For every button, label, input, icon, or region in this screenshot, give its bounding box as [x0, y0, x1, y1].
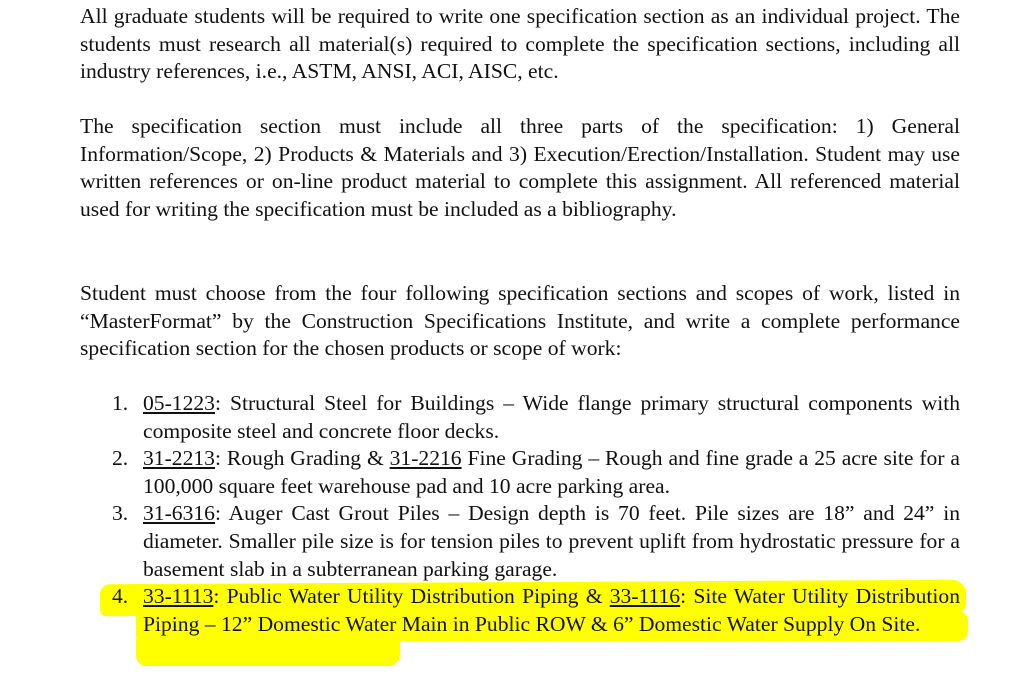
list-number: 1.	[112, 391, 129, 415]
item-text: : Rough Grading &	[214, 446, 390, 471]
section-code: 33-1113	[143, 584, 214, 609]
list-item	[80, 445, 960, 500]
paragraph-parts: The specification section must include all three parts of the specification: 1) General Information/Scope, 2) Products & Materials and 3) Execution/Erection/Installation. Student may use written references or on-line product material to complete this assignment. All referenced material used for writing the specification must be included as a bibliography.	[80, 114, 960, 221]
item-text: Fine Grading – Rough and fine grade a 25 acre site for a 100,000 square feet warehouse pad and 10 acre parking area.	[143, 446, 960, 498]
item-text: : Structural Steel for Buildings – Wide flange primary structural components with composite steel and concrete floor decks.	[143, 391, 960, 443]
list-item-highlighted	[80, 583, 960, 638]
item-text: : Auger Cast Grout Piles – Design depth is 70 feet. Pile sizes are 18” and 24” in diameter. Smaller pile size is for tension piles to prevent uplift from hydrostatic pressure for a basement slab in a subterranean parking garage.	[143, 501, 960, 581]
list-number: 3.	[112, 501, 129, 526]
list-item	[80, 390, 960, 445]
item-text: : Site Water Utility Distribution Piping – 12” Domestic Water Main in Public ROW & 6” Domestic Water Supply On Site.	[143, 584, 960, 636]
section-code: 31-2216	[389, 446, 462, 471]
section-code: 31-6316	[143, 501, 215, 526]
section-code: 31-2213	[143, 446, 215, 471]
list-number: 4.	[112, 584, 129, 609]
section-code: 33-1116	[609, 584, 681, 609]
paragraph-intro: All graduate students will be required to write one specification section as an individual project. The students must research all material(s) required to complete the specification sections, including all industry references, i.e., ASTM, ANSI, ACI, AISC, etc.	[80, 4, 960, 84]
item-text: : Public Water Utility Distribution Piping &	[213, 584, 610, 609]
spec-section-list	[80, 390, 960, 638]
paragraph-choose: Student must choose from the four following specification sections and scopes of work, listed in “MasterFormat” by the Construction Specifications Institute, and write a complete performance specification section for the chosen products or scope of work:	[80, 281, 960, 361]
highlight-line-3	[136, 636, 400, 666]
list-item	[80, 500, 960, 583]
section-code: 05-1223	[143, 391, 215, 415]
list-number: 2.	[112, 446, 129, 471]
